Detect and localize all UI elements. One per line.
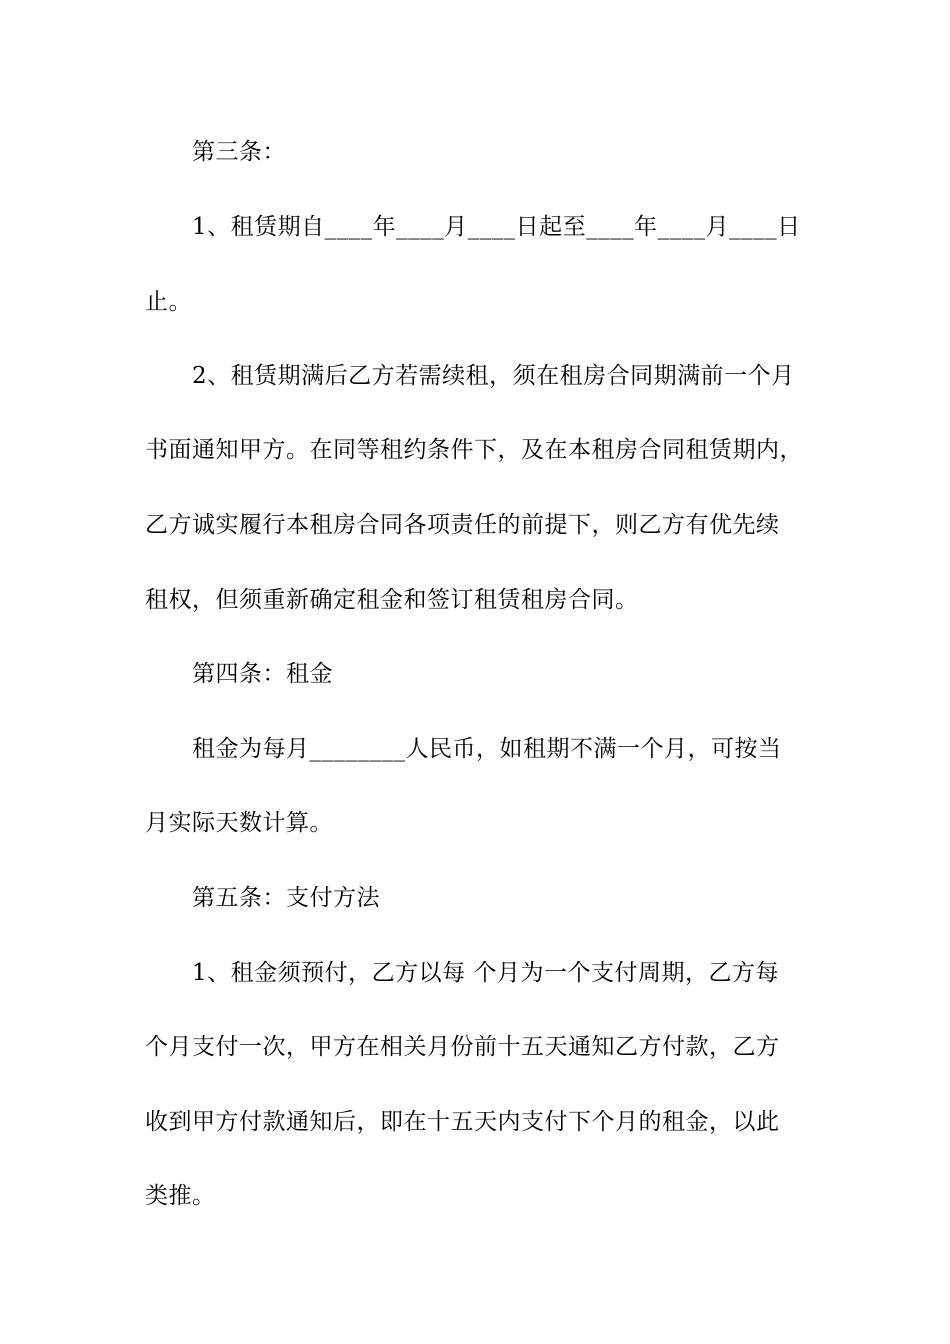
paragraph-line: 乙方诚实履行本租房合同各项责任的前提下，则乙方有优先续 bbox=[145, 512, 780, 538]
article-5-heading: 第五条：支付方法 bbox=[192, 885, 380, 911]
paragraph-line: 2、租赁期满后乙方若需续租，须在租房合同期满前一个月 bbox=[192, 363, 795, 389]
paragraph-line: 类推。 bbox=[145, 1183, 216, 1209]
paragraph-line: 租权，但须重新确定租金和签订租赁租房合同。 bbox=[145, 587, 639, 613]
paragraph-line: 书面通知甲方。在同等租约条件下，及在本租房合同租赁期内， bbox=[145, 437, 803, 463]
paragraph-line: 止。 bbox=[145, 289, 192, 315]
paragraph-line: 个月支付一次，甲方在相关月份前十五天通知乙方付款，乙方 bbox=[145, 1034, 780, 1060]
article-3-heading: 第三条： bbox=[192, 139, 286, 165]
paragraph-line: 租金为每月________人民币，如租期不满一个月，可按当 bbox=[192, 736, 782, 762]
paragraph-line: 1、租金须预付，乙方以每 个月为一个支付周期，乙方每 bbox=[192, 960, 779, 986]
paragraph-line: 收到甲方付款通知后，即在十五天内支付下个月的租金，以此 bbox=[145, 1109, 780, 1135]
article-4-heading: 第四条：租金 bbox=[192, 661, 333, 687]
paragraph-line: 1、租赁期自____年____月____日起至____年____月____日 bbox=[192, 214, 801, 240]
paragraph-line: 月实际天数计算。 bbox=[145, 810, 333, 836]
